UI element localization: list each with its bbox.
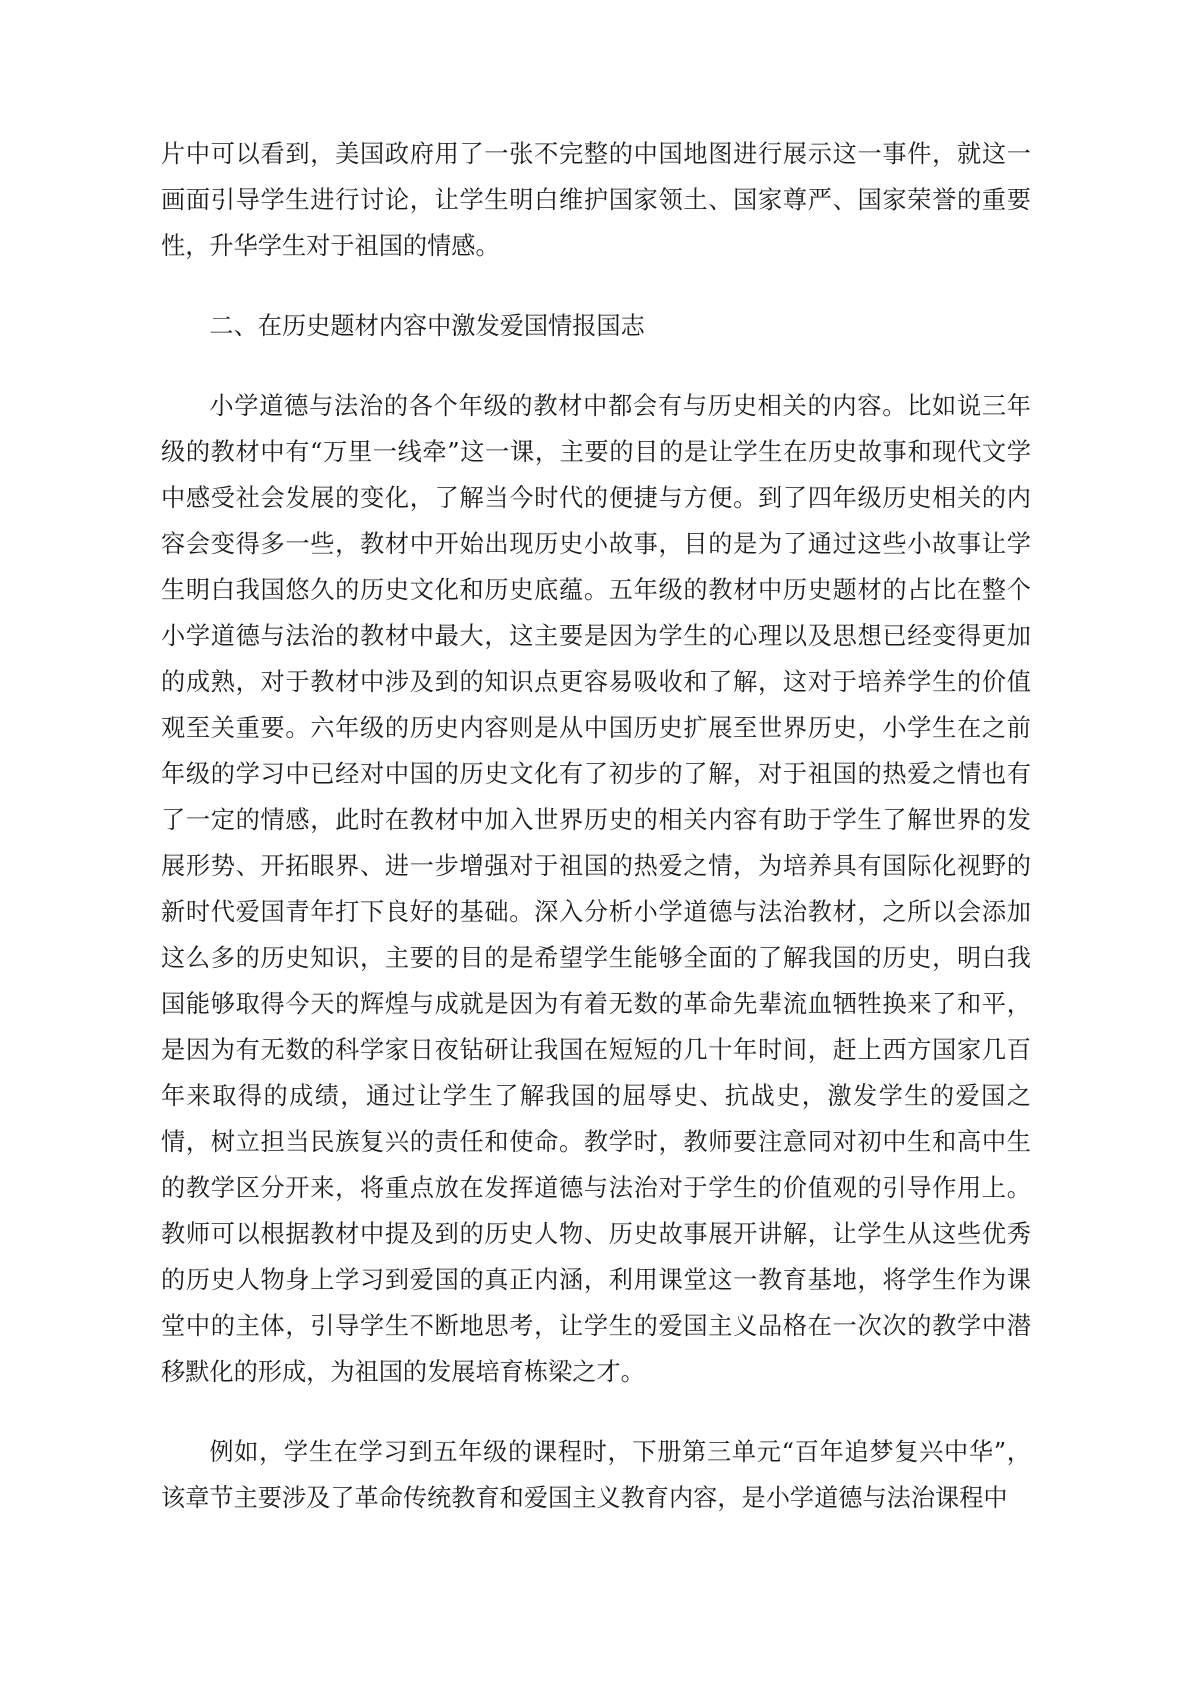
paragraph-gap [161, 1395, 1031, 1429]
section-heading: 二、在历史题材内容中激发爱国情报国志 [209, 312, 645, 340]
paragraph-history-content: 小学道德与法治的各个年级的教材中都会有与历史相关的内容。比如说三年级的教材中有“万里一线牵”这一课，主要的目的是让学生在历史故事和现代文学中感受社会发展的变化，了解当今时代的便捷与方便。到了四年级历史相关的内容会变得多一些，教材中开始出现历史小故事，目的是为了通过这些小故事让学生明白我国悠久的历史文化和历史底蕴。五年级的教材中历史题材的占比在整个小学道德与法治的教材中最大，这主要是因为学生的心理以及思想已经变得更加的成熟，对于教材中涉及到的知识点更容易吸收和了解，这对于培养学生的价值观至关重要。六年级的历史内容则是从中国历史扩展至世界历史，小学生在之前年级的学习中已经对中国的历史文化有了初步的了解，对于祖国的热爱之情也有了一定的情感，此时在教材中加入世界历史的相关内容有助于学生了解世界的发展形势、开拓眼界、进一步增强对于祖国的热爱之情，为培养具有国际化视野的新时代爱国青年打下良好的基础。深入分析小学道德与法治教材，之所以会添加这么多的历史知识，主要的目的是希望学生能够全面的了解我国的历史，明白我国能够取得今天的辉煌与成就是因为有着无数的革命先辈流血牺牲换来了和平，是因为有无数的科学家日夜钻研让我国在短短的几十年时间，赶上西方国家几百年来取得的成绩，通过让学生了解我国的屈辱史、抗战史，激发学生的爱国之情，树立担当民族复兴的责任和使命。教学时，教师要注意同对初中生和高中生的教学区分开来，将重点放在发挥道德与法治对于学生的价值观的引导作用上。教师可以根据教材中提及到的历史人物、历史故事展开讲解，让学生从这些优秀的历史人物身上学习到爱国的真正内涵，利用课堂这一教育基地，将学生作为课堂中的主体，引导学生不断地思考，让学生的爱国主义品格在一次次的教学中潜移默化的形成，为祖国的发展培育栋梁之才。 [161, 392, 1031, 1386]
paragraph-continuation: 片中可以看到，美国政府用了一张不完整的中国地图进行展示这一事件，就这一画面引导学生进行讨论，让学生明白维护国家领土、国家尊严、国家荣誉的重要性，升华学生对于祖国的情感。 [161, 140, 1031, 260]
paragraph-gap [161, 269, 1031, 303]
paragraph-gap [161, 349, 1031, 383]
document-body [161, 131, 1031, 1521]
paragraph-example: 例如，学生在学习到五年级的课程时，下册第三单元“百年追梦复兴中华”，该章节主要涉及了革命传统教育和爱国主义教育内容，是小学道德与法治课程中 [161, 1438, 1031, 1512]
